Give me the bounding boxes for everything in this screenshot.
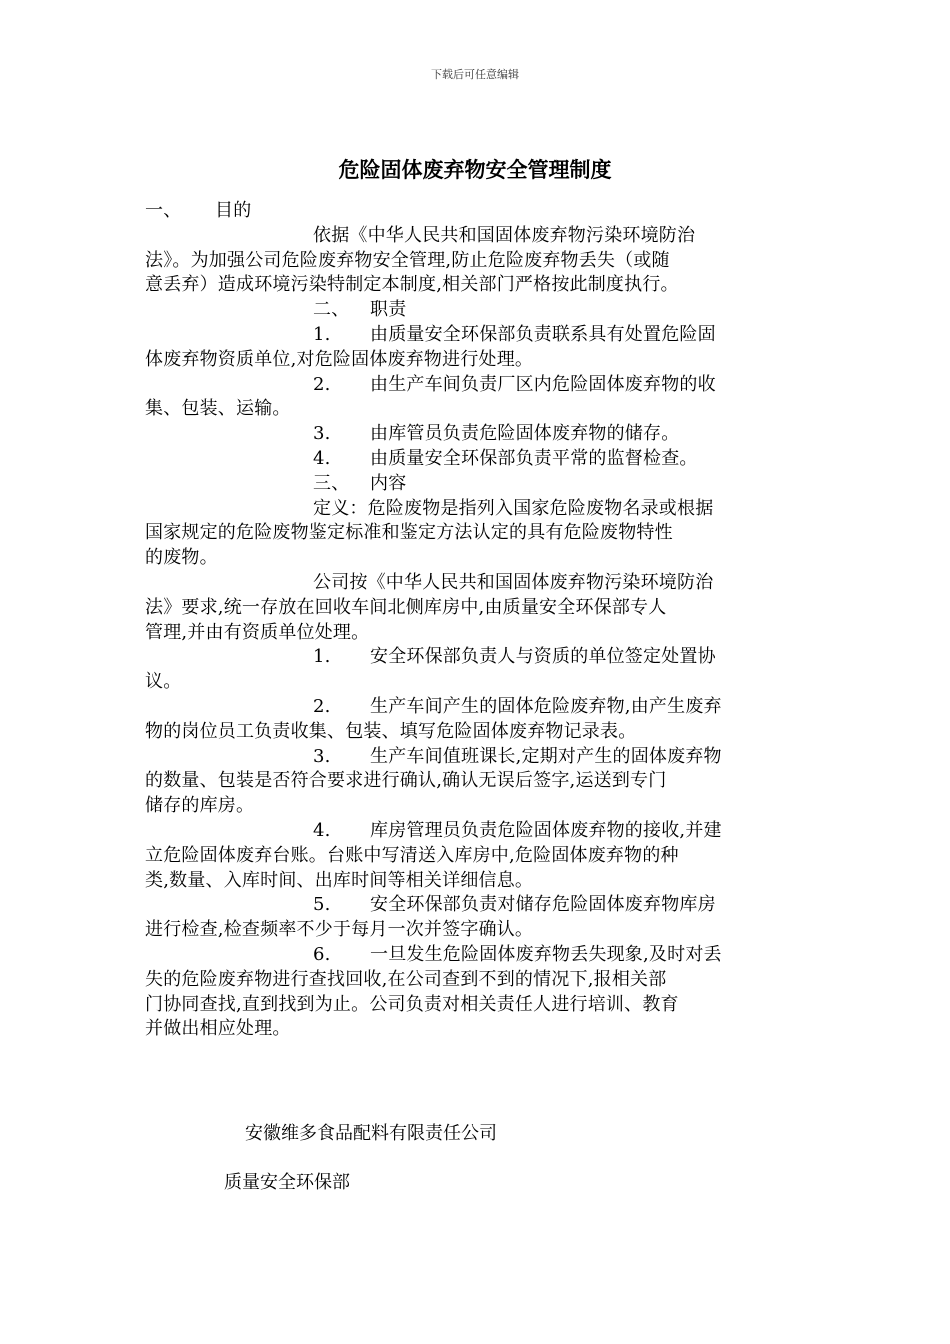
list-item (145, 447, 805, 472)
list-item-continuation: 门协同查找,直到找到为止。公司负责对相关责任人进行培训、教育 (145, 993, 679, 1015)
section-number: 三、 (313, 472, 350, 494)
item-text: 安全环保部负责人与资质的单位签定处置协 (370, 646, 716, 668)
definition-line: 的废物。 (145, 547, 218, 569)
section-heading-purpose (145, 199, 805, 224)
list-item (145, 819, 805, 844)
item-text: 由质量安全环保部负责联系具有处置危险固 (370, 323, 716, 345)
item-text: 由库管员负责危险固体废弃物的储存。 (370, 423, 680, 445)
definition-line: 定义：危险废物是指列入国家危险废物名录或根据 (313, 497, 714, 519)
item-text: 安全环保部负责对储存危险固体废弃物库房 (370, 894, 716, 916)
list-item-continuation: 储存的库房。 (145, 795, 255, 817)
document-title: 危险固体废弃物安全管理制度 (338, 158, 612, 182)
list-item (145, 893, 805, 918)
item-number: 4. (313, 819, 331, 841)
list-item (145, 745, 805, 770)
item-number: 6. (313, 943, 331, 965)
list-item-continuation: 并做出相应处理。 (145, 1018, 291, 1040)
list-item (145, 645, 805, 670)
item-number: 3. (313, 423, 331, 445)
section-number: 二、 (313, 299, 350, 321)
section-label: 目的 (215, 200, 252, 221)
list-item-continuation: 立危险固体废弃台账。台账中写清送入库房中,危险固体废弃物的种 (145, 844, 679, 866)
list-item-continuation: 失的危险废弃物进行查找回收,在公司查到不到的情况下,报相关部 (145, 968, 667, 990)
paragraph-line: 法》。为加强公司危险废弃物安全管理,防止危险废弃物丢失（或随 (145, 249, 670, 271)
section-label: 内容 (370, 472, 407, 494)
list-item-continuation: 物的岗位员工负责收集、包装、填写危险固体废弃物记录表。 (145, 720, 637, 742)
list-item-continuation: 体废弃物资质单位,对危险固体废弃物进行处理。 (145, 348, 534, 370)
paragraph-line: 意丢弃）造成环境污染特制定本制度,相关部门严格按此制度执行。 (145, 274, 679, 296)
item-number: 3. (313, 745, 331, 767)
list-item (145, 943, 805, 968)
item-number: 2. (313, 695, 331, 717)
item-number: 4. (313, 447, 331, 469)
section-heading-content (145, 472, 805, 497)
department-name: 质量安全环保部 (224, 1172, 350, 1193)
list-item (145, 323, 805, 348)
storage-line: 管理,并由有资质单位处理。 (145, 621, 370, 643)
list-item (145, 422, 805, 447)
document-body (145, 199, 805, 1042)
item-number: 5. (313, 894, 331, 916)
section-heading-duties (145, 298, 805, 323)
company-name: 安徽维多食品配料有限责任公司 (245, 1123, 497, 1144)
page-header: 下载后可任意编辑 (431, 68, 519, 81)
list-item (145, 695, 805, 720)
item-text: 生产车间产生的固体危险废弃物,由产生废弃 (370, 695, 722, 717)
paragraph-line: 依据《中华人民共和国固体废弃物污染环境防治 (313, 224, 696, 246)
list-item-continuation: 进行检查,检查频率不少于每月一次并签字确认。 (145, 919, 534, 941)
item-text: 由生产车间负责厂区内危险固体废弃物的收 (370, 373, 716, 395)
item-number: 1. (313, 646, 331, 668)
item-text: 库房管理员负责危险固体废弃物的接收,并建 (370, 819, 722, 841)
item-number: 1. (313, 323, 331, 345)
storage-line: 公司按《中华人民共和国固体废弃物污染环境防治 (313, 571, 714, 593)
item-number: 2. (313, 373, 331, 395)
list-item-continuation: 集、包装、运输。 (145, 398, 291, 420)
list-item-continuation: 议。 (145, 671, 182, 693)
storage-line: 法》要求,统一存放在回收车间北侧库房中,由质量安全环保部专人 (145, 596, 667, 618)
list-item (145, 373, 805, 398)
definition-line: 国家规定的危险废物鉴定标准和鉴定方法认定的具有危险废物特性 (145, 522, 673, 544)
section-label: 职责 (370, 299, 407, 321)
item-text: 由质量安全环保部负责平常的监督检查。 (370, 447, 698, 469)
list-item-continuation: 的数量、包装是否符合要求进行确认,确认无误后签字,运送到专门 (145, 770, 667, 792)
list-item-continuation: 类,数量、入库时间、出库时间等相关详细信息。 (145, 869, 534, 891)
item-text: 生产车间值班课长,定期对产生的固体废弃物 (370, 745, 722, 767)
item-text: 一旦发生危险固体废弃物丢失现象,及时对丢 (370, 943, 722, 965)
section-number: 一、 (145, 200, 182, 221)
